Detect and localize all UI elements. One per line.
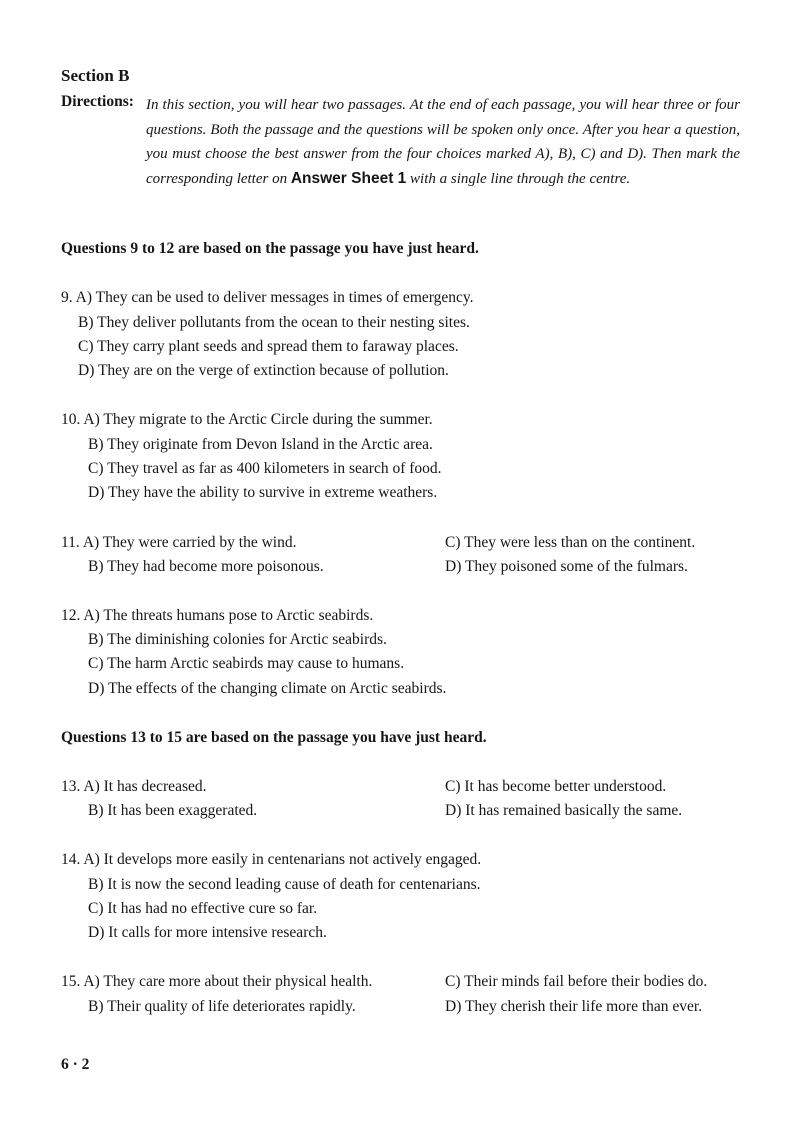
question-number: 14. (61, 851, 81, 868)
question-13-option-b: B) It has been exaggerated. (88, 802, 258, 819)
directions-label: Directions: (61, 93, 134, 110)
question-14-option-a: 14. A) It develops more easily in centenarians not actively engaged. (61, 851, 482, 868)
question-12-option-a: 12. A) The threats humans pose to Arctic seabirds. (61, 607, 374, 624)
question-13-option-d: D) It has remained basically the same. (445, 802, 683, 819)
group-heading-1: Questions 9 to 12 are based on the passage you have just heard. (61, 240, 479, 257)
question-number: 13. (61, 778, 81, 795)
question-9-option-a: 9. A) They can be used to deliver messages in times of emergency. (61, 289, 474, 306)
question-12-option-c: C) The harm Arctic seabirds may cause to humans. (88, 655, 405, 672)
question-10-option-b: B) They originate from Devon Island in the Arctic area. (88, 436, 433, 453)
question-11-option-a: 11. A) They were carried by the wind. (61, 534, 297, 551)
question-11-option-d: D) They poisoned some of the fulmars. (445, 558, 688, 575)
question-10-option-c: C) They travel as far as 400 kilometers in search of food. (88, 460, 442, 477)
question-15-option-b: B) Their quality of life deteriorates rapidly. (88, 998, 356, 1015)
directions-text (146, 93, 740, 191)
question-10-option-a: 10. A) They migrate to the Arctic Circle during the summer. (61, 411, 433, 428)
question-13-option-c: C) It has become better understood. (445, 778, 667, 795)
question-10-option-d: D) They have the ability to survive in extreme weathers. (88, 484, 438, 501)
question-14-option-c: C) It has had no effective cure so far. (88, 900, 318, 917)
section-title: Section B (61, 66, 130, 85)
question-number: 11. (61, 534, 80, 551)
question-number: 12. (61, 607, 81, 624)
question-12-option-b: B) The diminishing colonies for Arctic seabirds. (88, 631, 387, 648)
question-9-option-b: B) They deliver pollutants from the ocean to their nesting sites. (78, 314, 470, 331)
question-number: 9. (61, 289, 73, 306)
question-14-option-d: D) It calls for more intensive research. (88, 924, 327, 941)
question-9-option-d: D) They are on the verge of extinction because of pollution. (78, 362, 449, 379)
question-15-option-d: D) They cherish their life more than ever. (445, 998, 703, 1015)
directions-text-part-2: with a single line through the centre. (410, 170, 631, 187)
page-number: 6 · 2 (61, 1056, 90, 1073)
question-15-option-c: C) Their minds fail before their bodies do. (445, 973, 708, 990)
directions-text-part-1: In this section, you will hear two passages. At the end of each passage, you will hear three or four questions. Both the passage and the questions will be spoken only once. After you hear a question, you must choose the best answer from the four choices marked A), B), C) and D). Then mark the corresponding letter on (146, 97, 740, 187)
question-number: 10. (61, 411, 81, 428)
question-14-option-b: B) It is now the second leading cause of death for centenarians. (88, 876, 481, 893)
question-15-option-a: 15. A) They care more about their physical health. (61, 973, 373, 990)
question-number: 15. (61, 973, 81, 990)
question-11-option-b: B) They had become more poisonous. (88, 558, 324, 575)
question-9-option-c: C) They carry plant seeds and spread them to faraway places. (78, 338, 459, 355)
answer-sheet-label: Answer Sheet 1 (290, 169, 407, 187)
question-11-option-c: C) They were less than on the continent. (445, 534, 696, 551)
question-12-option-d: D) The effects of the changing climate on Arctic seabirds. (88, 680, 447, 697)
group-heading-2: Questions 13 to 15 are based on the passage you have just heard. (61, 729, 487, 746)
question-13-option-a: 13. A) It has decreased. (61, 778, 207, 795)
